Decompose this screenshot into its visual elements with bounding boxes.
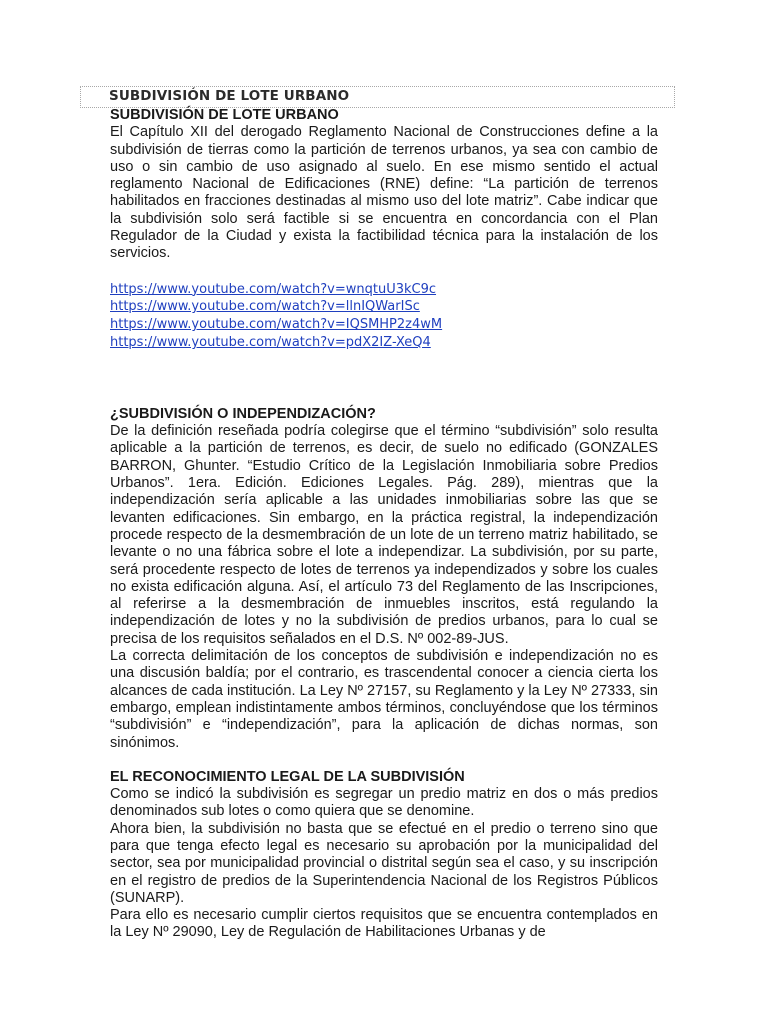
section-paragraph: El Capítulo XII del derogado Reglamento Nacional de Construcciones define a la subdivisión de tierras como la partición de terrenos urbanos, ya sea con cambio de uso o sin cambio de uso asignado al suelo. En ese mismo sentido el actual reglamento Nacional de Edificaciones (RNE) define: “La partición de terrenos habilitados en fracciones destinadas al mismo uso del lote matriz”. Cabe indicar que la subdivisión solo será factible si se encuentra en concordancia con el Plan Regulador de la Ciudad y exista la factibilidad técnica para la instalación de los servicios.	[110, 124, 658, 262]
section-heading-reconocimiento: EL RECONOCIMIENTO LEGAL DE LA SUBDIVISIÓN	[110, 768, 465, 785]
header-bar	[80, 86, 675, 108]
section-heading-subdivision: SUBDIVISIÓN DE LOTE URBANO	[110, 107, 339, 123]
header-title: SUBDIVISIÓN DE LOTE URBANO	[109, 88, 350, 104]
section-paragraph: De la definición reseñada podría colegirse que el término “subdivisión” solo resulta aplicable a la partición de terrenos, es decir, de suelo no edificado (GONZALES BARRON, Ghunter. “Estudio Crítico de la Legislación Inmobiliaria sobre Predios Urbanos”. 1era. Edición. Ediciones Legales. Pág. 289), mientras que la independización sería aplicable a las unidades inmobiliarias sobre las que se levanten edificaciones. Sin embargo, en la práctica registral, la independización procede respecto de la desmembración de un lote de un terreno matriz habilitado, se levante o no una fábrica sobre el lote a independizar. La subdivisión, por su parte, será procedente respecto de lotes de terrenos ya independizados y sobre los cuales no exista edificación alguna. Así, el artículo 73 del Reglamento de las Inscripciones, al referirse a la desmembración de inmuebles inscritos, está regulando la independización de lotes y no la subdivisión de predios urbanos, para lo cual se precisa de los requisitos señalados en el D.S. Nº 002-89-JUS.	[110, 423, 658, 647]
youtube-link-1[interactable]: https://www.youtube.com/watch?v=wnqtuU3kC9c	[110, 281, 437, 297]
youtube-link-3[interactable]: https://www.youtube.com/watch?v=IQSMHP2z4wM	[110, 317, 443, 333]
section-paragraph: Como se indicó la subdivisión es segregar un predio matriz en dos o más predios denominados sub lotes o como quiera que se denomine.	[110, 786, 658, 820]
section-paragraph: Para ello es necesario cumplir ciertos requisitos que se encuentra contemplados en la Ley Nº 29090, Ley de Regulación de Habilitaciones Urbanas y de	[110, 907, 658, 941]
video-links-list	[110, 281, 658, 352]
section-paragraph: La correcta delimitación de los conceptos de subdivisión e independización no es una discusión baldía; por el contrario, es trascendental conocer a ciencia cierta los alcances de cada institución. La Ley Nº 27157, su Reglamento y la Ley Nº 27333, sin embargo, emplean indistintamente ambos términos, concluyéndose que los términos “subdivisión” e “independización”, para la aplicación de dichas normas, son sinónimos.	[110, 648, 658, 751]
document-body	[110, 107, 658, 942]
youtube-link-2[interactable]: https://www.youtube.com/watch?v=llnIQWarISc	[110, 299, 420, 315]
youtube-link-4[interactable]: https://www.youtube.com/watch?v=pdX2IZ-XeQ4	[110, 335, 431, 351]
section-heading-independizacion: ¿SUBDIVISIÓN O INDEPENDIZACIÓN?	[110, 405, 376, 422]
section-paragraph: Ahora bien, la subdivisión no basta que se efectué en el predio o terreno sino que para que tenga efecto legal es necesario su aprobación por la municipalidad del sector, sea por municipalidad provincial o distrital según sea el caso, y su inscripción en el registro de predios de la Superintendencia Nacional de los Registros Públicos (SUNARP).	[110, 820, 658, 906]
